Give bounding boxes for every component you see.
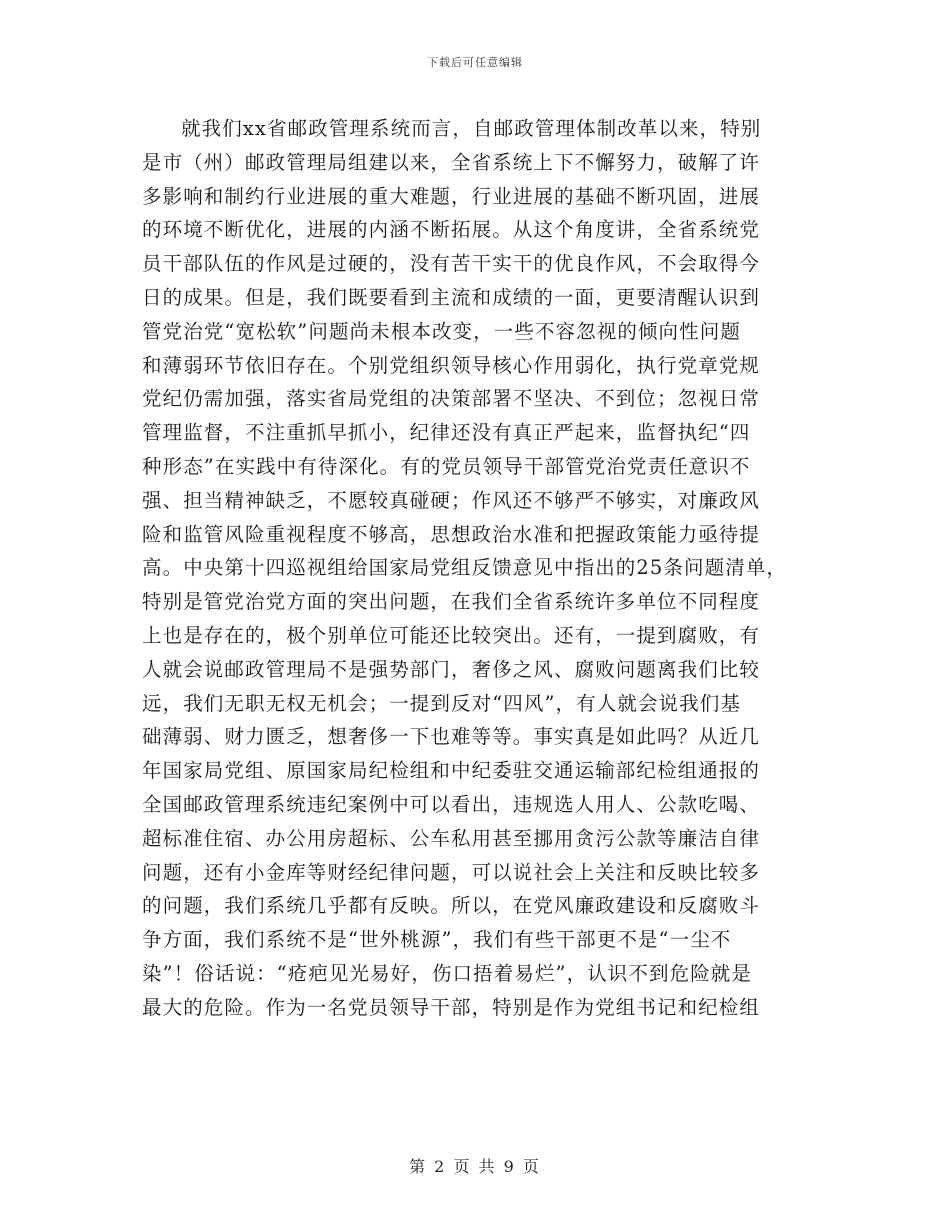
text-line: 全国邮政管理系统违纪案例中可以看出，违规选人用人、公款吃喝、 xyxy=(142,792,761,816)
text-line: 强、担当精神缺乏，不愿较真碰硬；作风还不够严不够实，对廉政风 xyxy=(142,488,761,512)
page-number-footer: 第 2 页 共 9 页 xyxy=(409,1157,541,1176)
text-line: 础薄弱、财力匮乏，想奢侈一下也难等等。事实真是如此吗？从近几 xyxy=(142,725,761,749)
text-line: 的环境不断优化，进展的内涵不断拓展。从这个角度讲，全省系统党 xyxy=(142,218,761,242)
text-line: 的问题，我们系统几乎都有反映。所以，在党风廉政建设和反腐败斗 xyxy=(142,894,761,918)
text-line: 争方面，我们系统不是“世外桃源”，我们有些干部更不是“一尘不 xyxy=(142,928,732,952)
text-line: 日的成果。但是，我们既要看到主流和成绩的一面，更要清醒认识到 xyxy=(142,285,761,309)
text-line: 上也是存在的，极个别单位可能还比较突出。还有，一提到腐败，有 xyxy=(142,623,761,647)
text-line: 管党治党“宽松软”问题尚未根本改变，一些不容忽视的倾向性问题 xyxy=(142,319,741,343)
text-line: 就我们xx省邮政管理系统而言，自邮政管理体制改革以来，特别 xyxy=(181,117,762,140)
text-line: 员干部队伍的作风是过硬的，没有苦干实干的优良作风，不会取得今 xyxy=(142,252,761,276)
text-line: 管理监督，不注重抓早抓小，纪律还没有真正严起来，监督执纪“四 xyxy=(142,421,751,445)
text-line: 多影响和制约行业进展的重大难题，行业进展的基础不断巩固，进展 xyxy=(142,184,761,208)
text-line: 党纪仍需加强，落实省局党组的决策部署不坚决、不到位；忽视日常 xyxy=(142,387,761,411)
text-line: 人就会说邮政管理局不是强势部门，奢侈之风、腐败问题离我们比较 xyxy=(142,657,761,681)
text-line: 种形态”在实践中有待深化。有的党员领导干部管党治党责任意识不 xyxy=(142,454,751,478)
text-line: 高。中央第十四巡视组给国家局党组反馈意见中指出的25条问题清单， xyxy=(142,556,788,580)
text-line: 是市（州）邮政管理局组建以来，全省系统上下不懈努力，破解了许 xyxy=(142,150,761,174)
text-line: 最大的危险。作为一名党员领导干部，特别是作为党组书记和纪检组 xyxy=(142,995,761,1019)
text-line: 年国家局党组、原国家局纪检组和中纪委驻交通运输部纪检组通报的 xyxy=(142,759,761,783)
text-line: 远，我们无职无权无机会；一提到反对“四风”，有人就会说我们基 xyxy=(142,691,741,715)
text-line: 染”！俗话说：“疮疤见光易好，伤口捂着易烂”，认识不到危险就是 xyxy=(142,961,753,985)
text-line: 超标准住宿、办公用房超标、公车私用甚至挪用贪污公款等廉洁自律 xyxy=(142,826,761,850)
body-paragraph xyxy=(142,112,808,1025)
text-line: 问题，还有小金库等财经纪律问题，可以说社会上关注和反映比较多 xyxy=(142,860,761,884)
text-line: 特别是管党治党方面的突出问题，在我们全省系统许多单位不同程度 xyxy=(142,590,761,614)
page-header: 下载后可任意编辑 xyxy=(427,56,523,69)
text-line: 险和监管风险重视程度不够高，思想政治水准和把握政策能力亟待提 xyxy=(142,522,761,546)
text-line: 和薄弱环节依旧存在。个别党组织领导核心作用弱化，执行党章党规 xyxy=(142,353,761,377)
